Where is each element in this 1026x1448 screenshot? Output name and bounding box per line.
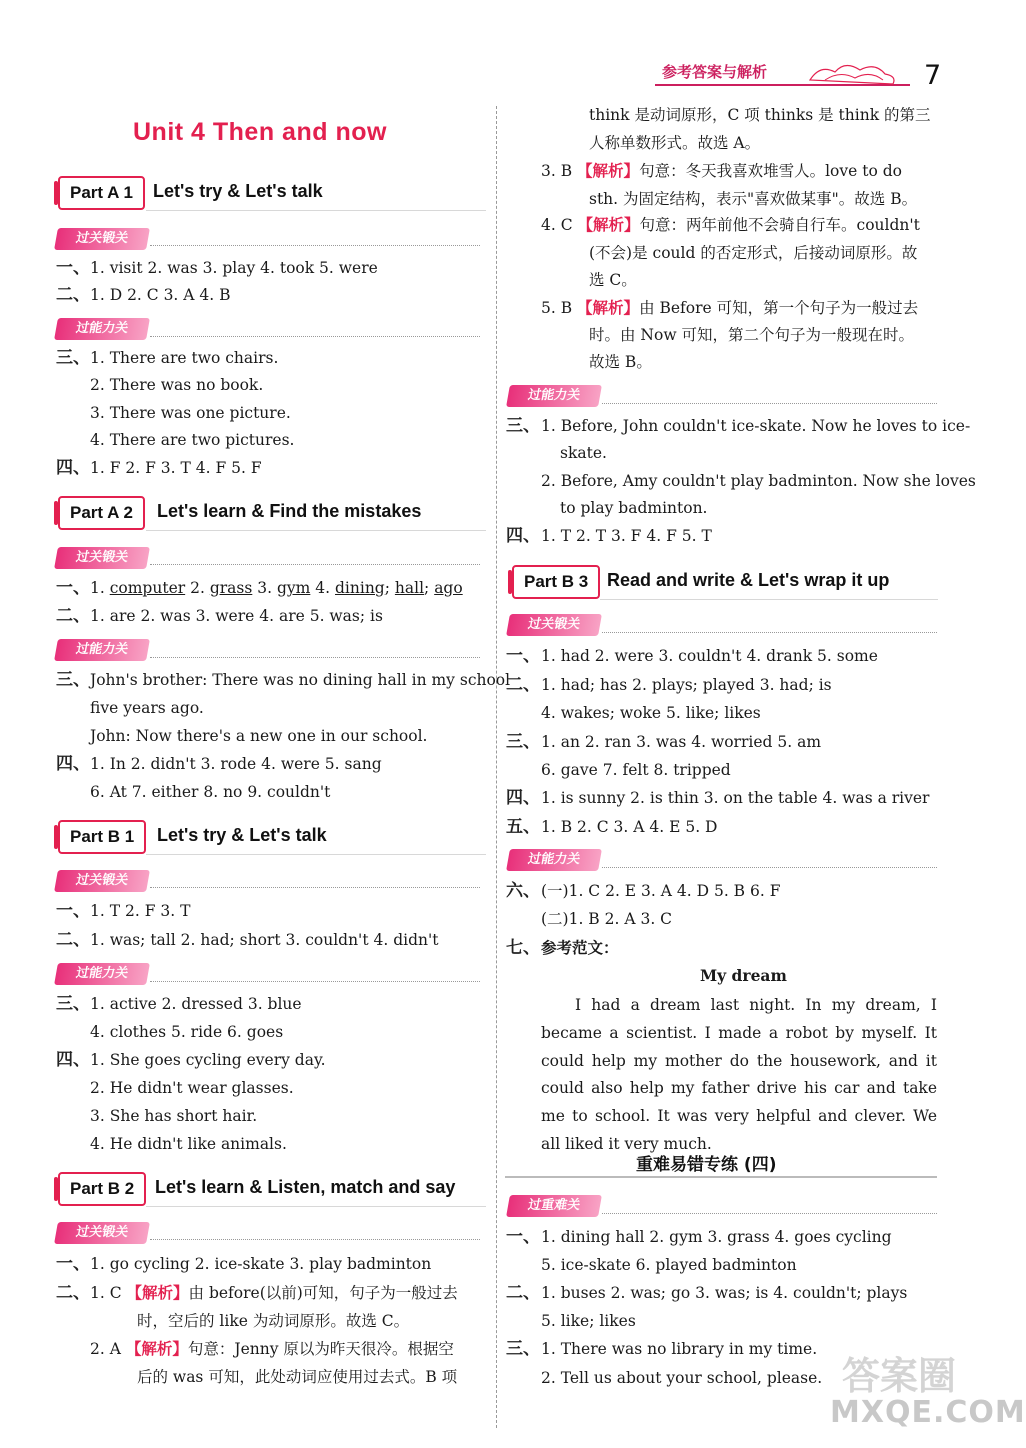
answer-line: 6. gave 7. felt 8. tripped bbox=[541, 761, 731, 779]
item-number: 二、 bbox=[506, 675, 540, 695]
section-badge: 过能力关 bbox=[506, 849, 602, 871]
answer-line: 1. had; has 2. plays; played 3. had; is bbox=[541, 676, 832, 694]
item-number: 二、 bbox=[56, 606, 90, 626]
section-badge: 过重难关 bbox=[506, 1195, 602, 1217]
section-badge: 过关锻关 bbox=[54, 228, 150, 250]
item-number: 六、 bbox=[506, 881, 540, 901]
answer-line: 选 C。 bbox=[589, 271, 637, 289]
item-number: 三、 bbox=[56, 348, 90, 368]
answer-line: 人称单数形式。故选 A。 bbox=[589, 134, 761, 152]
part-b2-title: Let's learn & Listen, match and say bbox=[155, 1177, 456, 1197]
badge-dots bbox=[150, 981, 480, 982]
section-badge: 过关锻关 bbox=[506, 614, 602, 636]
item-number: 二、 bbox=[56, 1283, 90, 1303]
header-section-tag: 参考答案与解析 bbox=[662, 63, 768, 81]
part-b1-title: Let's try & Let's talk bbox=[157, 825, 327, 845]
answer-line: 1. an 2. ran 3. was 4. worried 5. am bbox=[541, 733, 822, 751]
answer-line: 5. B 【解析】由 Before 可知，第一个句子为一般过去 bbox=[541, 298, 919, 317]
answer-line: (一)1. C 2. E 3. A 4. D 5. B 6. F bbox=[541, 882, 781, 900]
badge-dots bbox=[602, 632, 937, 633]
answer-line: 3. There was one picture. bbox=[90, 404, 291, 422]
answer-line: 时，空后的 like 为动词原形。故选 C。 bbox=[137, 1312, 410, 1330]
answer-line: John: Now there's a new one in our school. bbox=[90, 727, 428, 745]
answer-line: 1. had 2. were 3. couldn't 4. drank 5. some bbox=[541, 647, 878, 665]
answer-line: 1. is sunny 2. is thin 3. on the table 4. was a river bbox=[541, 789, 930, 807]
item-number: 一、 bbox=[506, 1227, 540, 1247]
item-number: 一、 bbox=[56, 1254, 90, 1274]
part-a1-title: Let's try & Let's talk bbox=[153, 181, 323, 201]
badge-dots bbox=[602, 403, 937, 404]
section-badge: 过能力关 bbox=[506, 385, 602, 407]
item-number: 一、 bbox=[506, 646, 540, 666]
answer-line: 1. buses 2. was; go 3. was; is 4. couldn't; plays bbox=[541, 1284, 908, 1302]
answer-line: 2. He didn't wear glasses. bbox=[90, 1079, 294, 1097]
section-badge: 过关锻关 bbox=[54, 547, 150, 569]
item-number: 一、 bbox=[56, 578, 90, 598]
answer-line: 2. Before, Amy couldn't play badminton. Now she loves bbox=[541, 472, 976, 490]
item-number: 四、 bbox=[506, 788, 540, 808]
special-practice-title: 重难易错专练 (四) bbox=[636, 1155, 777, 1175]
answer-line: 5. ice-skate 6. played badminton bbox=[541, 1256, 797, 1274]
item-number: 四、 bbox=[56, 458, 90, 478]
answer-line: 5. like; likes bbox=[541, 1312, 636, 1330]
item-number: 三、 bbox=[506, 416, 540, 436]
answer-line: 2. Tell us about your school, please. bbox=[541, 1369, 823, 1387]
part-rule bbox=[146, 210, 486, 211]
answer-line: (二)1. B 2. A 3. C bbox=[541, 910, 673, 928]
item-number: 三、 bbox=[56, 994, 90, 1014]
section-rule bbox=[505, 1176, 937, 1178]
part-rule bbox=[600, 599, 938, 600]
essay-title: My dream bbox=[700, 966, 787, 985]
badge-dots bbox=[150, 336, 480, 337]
section-badge: 过关锻关 bbox=[54, 1222, 150, 1244]
answer-line: 3. B 【解析】句意：冬天我喜欢堆雪人。love to do bbox=[541, 161, 902, 180]
part-a2-label: Part A 2 bbox=[58, 496, 145, 530]
part-b3-title: Read and write & Let's wrap it up bbox=[607, 570, 890, 590]
answer-line: 1. computer 2. grass 3. gym 4. dining; hall; ago bbox=[90, 579, 463, 597]
answer-line: 1. go cycling 2. ice-skate 3. play badminton bbox=[90, 1255, 432, 1273]
answer-line: skate. bbox=[560, 444, 607, 462]
answer-line: 3. She has short hair. bbox=[90, 1107, 258, 1125]
answer-line: 1. T 2. T 3. F 4. F 5. T bbox=[541, 527, 712, 545]
answer-line: 1. was; tall 2. had; short 3. couldn't 4. didn't bbox=[90, 931, 439, 949]
section-badge: 过能力关 bbox=[54, 963, 150, 985]
answer-line: five years ago. bbox=[90, 699, 204, 717]
badge-dots bbox=[150, 887, 480, 888]
item-number: 二、 bbox=[56, 285, 90, 305]
badge-dots bbox=[150, 245, 480, 246]
part-a2-title: Let's learn & Find the mistakes bbox=[157, 501, 422, 521]
item-number: 三、 bbox=[506, 1339, 540, 1359]
part-rule bbox=[146, 854, 486, 855]
item-number: 四、 bbox=[56, 1050, 90, 1070]
item-number: 四、 bbox=[56, 754, 90, 774]
item-number: 一、 bbox=[56, 258, 90, 278]
answer-line: 4. He didn't like animals. bbox=[90, 1135, 287, 1153]
answer-line: 1. are 2. was 3. were 4. are 5. was; is bbox=[90, 607, 383, 625]
part-b3-label: Part B 3 bbox=[512, 565, 600, 599]
answer-line: 4. There are two pictures. bbox=[90, 431, 295, 449]
answer-line: 1. C 【解析】由 before(以前)可知，句子为一般过去 bbox=[90, 1283, 458, 1302]
watermark-logo: 答案圈 bbox=[842, 1354, 957, 1398]
cloud-decoration-icon bbox=[805, 58, 900, 88]
badge-dots bbox=[150, 1239, 480, 1240]
answer-line: 1. dining hall 2. gym 3. grass 4. goes cycling bbox=[541, 1228, 892, 1246]
answer-line: 4. wakes; woke 5. like; likes bbox=[541, 704, 761, 722]
watermark-url: MXQE.COM bbox=[830, 1395, 1026, 1430]
answer-line: 后的 was 可知，此处动词应使用过去式。B 项 bbox=[137, 1368, 458, 1386]
part-b2-label: Part B 2 bbox=[58, 1172, 146, 1206]
answer-line: John's brother: There was no dining hall in my school bbox=[90, 671, 511, 689]
item-number: 二、 bbox=[506, 1283, 540, 1303]
unit-title: Unit 4 Then and now bbox=[133, 118, 387, 146]
item-number: 二、 bbox=[56, 930, 90, 950]
item-number: 四、 bbox=[506, 526, 540, 546]
section-badge: 过能力关 bbox=[54, 318, 150, 340]
item-number: 一、 bbox=[56, 901, 90, 921]
part-rule bbox=[146, 530, 486, 531]
answer-line: 故选 B。 bbox=[589, 353, 652, 371]
answer-line: 6. At 7. either 8. no 9. couldn't bbox=[90, 783, 331, 801]
badge-dots bbox=[150, 564, 480, 565]
answer-line: 1. She goes cycling every day. bbox=[90, 1051, 326, 1069]
answer-line: 1. B 2. C 3. A 4. E 5. D bbox=[541, 818, 718, 836]
essay-body: I had a dream last night. In my dream, I became a scientist. I made a robot by myself. It could help my mother do the housework, and it could also help my father drive his car and take me to school. It was very helpful and clever. We all liked it very much. bbox=[541, 996, 937, 1153]
answer-line: 1. D 2. C 3. A 4. B bbox=[90, 286, 231, 304]
page-number: 7 bbox=[924, 60, 942, 91]
badge-dots bbox=[602, 1213, 937, 1214]
answer-line: (不会)是 could 的否定形式，后接动词原形。故 bbox=[589, 244, 918, 262]
answer-line: 1. There was no library in my time. bbox=[541, 1340, 818, 1358]
answer-line: 4. clothes 5. ride 6. goes bbox=[90, 1023, 284, 1041]
badge-dots bbox=[602, 867, 937, 868]
column-divider bbox=[496, 106, 497, 1428]
answer-line: 1. active 2. dressed 3. blue bbox=[90, 995, 302, 1013]
answer-line: 1. Before, John couldn't ice-skate. Now he loves to ice- bbox=[541, 417, 971, 435]
answer-line: 2. There was no book. bbox=[90, 376, 264, 394]
part-a1-label: Part A 1 bbox=[58, 176, 145, 210]
part-rule bbox=[146, 1206, 486, 1207]
answer-line: 2. A 【解析】句意：Jenny 原以为昨天很冷。根据空 bbox=[90, 1339, 454, 1358]
part-b1-label: Part B 1 bbox=[58, 820, 146, 854]
section-badge: 过能力关 bbox=[54, 639, 150, 661]
item-number: 七、 bbox=[506, 938, 540, 958]
answer-line: 1. F 2. F 3. T 4. F 5. F bbox=[90, 459, 262, 477]
answer-line: think 是动词原形，C 项 thinks 是 think 的第三 bbox=[589, 106, 931, 124]
answer-line: 4. C 【解析】句意：两年前他不会骑自行车。couldn't bbox=[541, 215, 920, 234]
answer-line: sth. 为固定结构，表示"喜欢做某事"。故选 B。 bbox=[589, 190, 918, 208]
answer-line: 1. T 2. F 3. T bbox=[90, 902, 191, 920]
answer-line: 1. There are two chairs. bbox=[90, 349, 279, 367]
badge-dots bbox=[150, 657, 480, 658]
answer-line: to play badminton. bbox=[560, 499, 708, 517]
item-number: 五、 bbox=[506, 817, 540, 837]
answer-line: 1. visit 2. was 3. play 4. took 5. were bbox=[90, 259, 378, 277]
answer-line: 时。由 Now 可知，第二个句子为一般现在时。 bbox=[589, 326, 915, 344]
answer-line: 参考范文： bbox=[541, 938, 619, 957]
item-number: 三、 bbox=[56, 670, 90, 690]
section-badge: 过关锻关 bbox=[54, 870, 150, 892]
answer-line: 1. In 2. didn't 3. rode 4. were 5. sang bbox=[90, 755, 382, 773]
item-number: 三、 bbox=[506, 732, 540, 752]
